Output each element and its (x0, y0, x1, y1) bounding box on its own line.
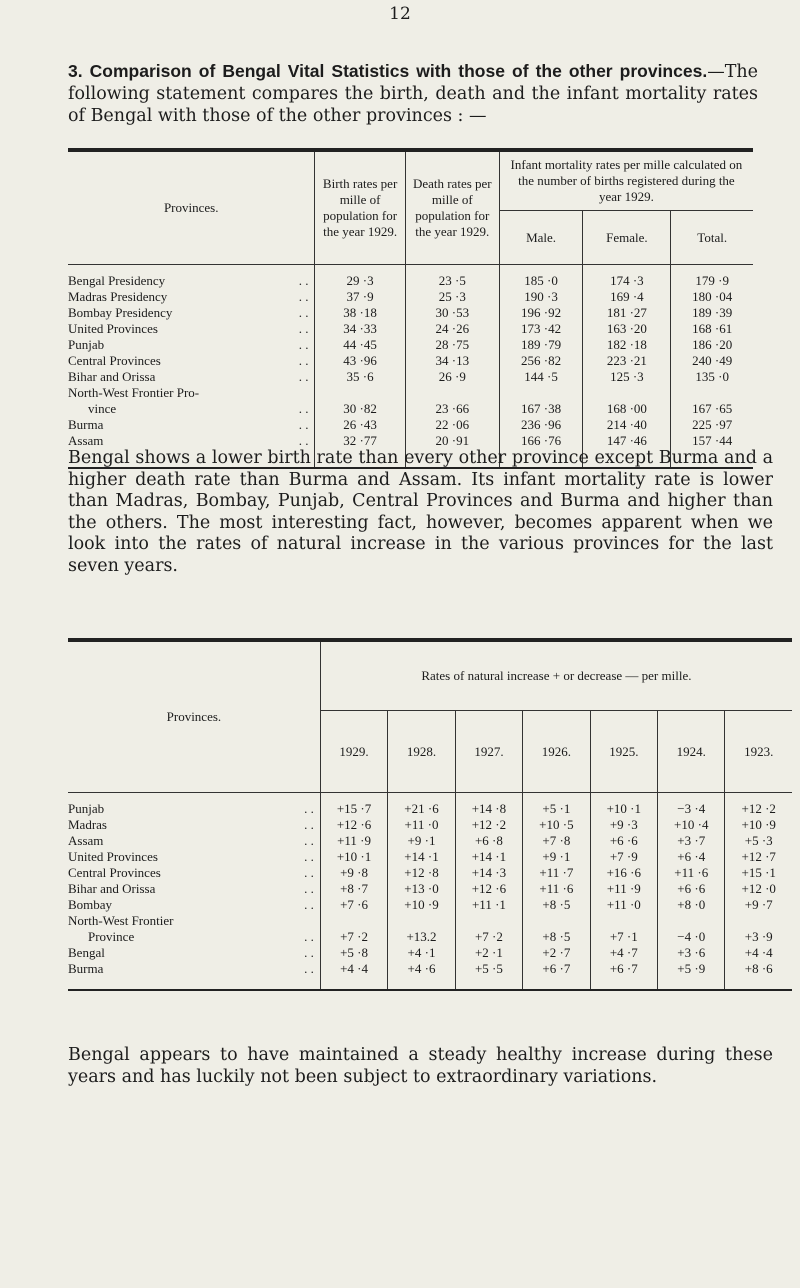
leader-dots: . . (304, 849, 314, 864)
col-header-year: 1928. (388, 711, 455, 793)
province-name (68, 401, 315, 417)
empty-cell (671, 385, 753, 401)
province-name: North-West Frontier Pro- (68, 385, 200, 400)
table-row (68, 305, 753, 321)
province-name: Burma . . (68, 961, 314, 976)
rate-value: +4 ·7 (590, 945, 657, 961)
table-row (68, 321, 753, 337)
value-death: 24 ·26 (405, 321, 499, 337)
leader-dots: . . (298, 369, 309, 384)
value-birth: 32 ·77 (315, 433, 405, 449)
value-birth: 38 ·18 (315, 305, 405, 321)
col-header-year: 1924. (658, 711, 725, 793)
rate-value: +14 ·3 (455, 865, 522, 881)
vital-statistics-table (68, 148, 753, 469)
rate-value: +3 ·6 (658, 945, 725, 961)
province-name: Bengal . . (68, 945, 314, 960)
table-row (68, 881, 792, 897)
empty-cell (583, 385, 671, 401)
province-name-continued: vince (88, 401, 117, 416)
value-female: 181 ·27 (583, 305, 671, 321)
rate-value: +12 ·6 (320, 817, 387, 833)
paragraph-comparison: Bengal shows a lower birth rate than every other province except Burma and a higher death rate than Burma and Assam. Its infant mortality rate is lower than Madras, Bombay, Punjab, Central Provinces and Burma and higher than the others. The most interesting fact, however, becomes apparent when we look into the rates of natural increase in the various provinces for the last seven years. (68, 448, 773, 576)
value-total: 240 ·49 (671, 353, 753, 369)
rate-value: +9 ·1 (388, 833, 455, 849)
col-header-female: Female. (583, 211, 671, 265)
province-name: Punjab . . (68, 801, 314, 816)
empty-cell (499, 385, 583, 401)
rate-value: +7 ·1 (590, 929, 657, 945)
rate-value: +12 ·0 (725, 881, 792, 897)
table-row (68, 865, 792, 881)
value-male: 173 ·42 (499, 321, 583, 337)
value-death: 30 ·53 (405, 305, 499, 321)
table-row (68, 433, 753, 449)
leader-dots: . . (298, 337, 309, 352)
table-row (68, 817, 792, 833)
table-row (68, 369, 753, 385)
value-total: 135 ·0 (671, 369, 753, 385)
rate-value: +12 ·2 (455, 817, 522, 833)
leader-dots: . . (304, 801, 314, 816)
rate-value: +11 ·1 (455, 897, 522, 913)
empty-cell (658, 913, 725, 929)
rate-value: +10 ·9 (725, 817, 792, 833)
value-total: 157 ·44 (671, 433, 753, 449)
col-header-natural-increase: Rates of natural increase + or decrease — per mille. (320, 640, 792, 711)
rate-value: +10 ·1 (320, 849, 387, 865)
rate-value: +4 ·4 (725, 945, 792, 961)
value-female: 169 ·4 (583, 289, 671, 305)
rate-value: +6 ·6 (658, 881, 725, 897)
col-header-year: 1925. (590, 711, 657, 793)
rate-value: +12 ·2 (725, 801, 792, 817)
value-birth: 34 ·33 (315, 321, 405, 337)
province-name: Punjab . . (68, 337, 309, 352)
province-name: Assam . . (68, 433, 309, 448)
rate-value: +7 ·9 (590, 849, 657, 865)
rate-value: +16 ·6 (590, 865, 657, 881)
rate-value: +3 ·9 (725, 929, 792, 945)
province-name: Bihar and Orissa . . (68, 369, 309, 384)
value-death: 34 ·13 (405, 353, 499, 369)
value-death: 23 ·5 (405, 273, 499, 289)
table-row (68, 337, 753, 353)
province-name: Bengal Presidency . . (68, 273, 309, 288)
leader-dots: . . (304, 897, 314, 912)
rate-value: +5 ·3 (725, 833, 792, 849)
value-male: 185 ·0 (499, 273, 583, 289)
rate-value: +15 ·7 (320, 801, 387, 817)
province-name: North-West Frontier (68, 913, 174, 928)
rate-value: +7 ·6 (320, 897, 387, 913)
rate-value: +7 ·2 (455, 929, 522, 945)
rate-value: +6 ·7 (590, 961, 657, 977)
province-name: United Provinces . . (68, 321, 309, 336)
empty-cell (388, 913, 455, 929)
table-row (68, 353, 753, 369)
col-header-death: Death rates per mille of population for the year 1929. (405, 150, 499, 265)
value-female: 174 ·3 (583, 273, 671, 289)
rate-value: +10 ·1 (590, 801, 657, 817)
table-row (68, 385, 753, 401)
value-male: 236 ·96 (499, 417, 583, 433)
province-name: Madras . . (68, 817, 314, 832)
natural-increase-table (68, 638, 792, 991)
value-female: 168 ·00 (583, 401, 671, 417)
value-female: 182 ·18 (583, 337, 671, 353)
value-total: 225 ·97 (671, 417, 753, 433)
rate-value: +6 ·8 (455, 833, 522, 849)
value-death: 28 ·75 (405, 337, 499, 353)
rate-value: +12 ·7 (725, 849, 792, 865)
rate-value: +5 ·5 (455, 961, 522, 977)
leader-dots: . . (298, 289, 309, 304)
value-male: 166 ·76 (499, 433, 583, 449)
leader-dots: . . (298, 417, 309, 432)
rate-value: +14 ·8 (455, 801, 522, 817)
value-male: 196 ·92 (499, 305, 583, 321)
value-male: 256 ·82 (499, 353, 583, 369)
value-birth: 30 ·82 (315, 401, 405, 417)
rate-value: +2 ·7 (523, 945, 590, 961)
paragraph-conclusion: Bengal appears to have maintained a steady healthy increase during these years and has luckily not been subject to extraordinary variations. (68, 1045, 773, 1087)
value-female: 223 ·21 (583, 353, 671, 369)
table-row (68, 417, 753, 433)
value-total: 189 ·39 (671, 305, 753, 321)
value-birth: 44 ·45 (315, 337, 405, 353)
col-header-year: 1927. (455, 711, 522, 793)
province-name: Bombay . . (68, 897, 314, 912)
table-row (68, 801, 792, 817)
section-heading (68, 60, 758, 127)
value-birth: 26 ·43 (315, 417, 405, 433)
province-name: Central Provinces . . (68, 353, 309, 368)
rate-value: +5 ·1 (523, 801, 590, 817)
leader-dots: . . (298, 273, 309, 288)
rate-value: +14 ·1 (388, 849, 455, 865)
leader-dots: . . (298, 401, 309, 416)
leader-dots: . . (298, 305, 309, 320)
rate-value: +11 ·0 (590, 897, 657, 913)
rate-value: −3 ·4 (658, 801, 725, 817)
rate-value: +15 ·1 (725, 865, 792, 881)
table-row (68, 945, 792, 961)
table-row (68, 929, 792, 945)
value-total: 180 ·04 (671, 289, 753, 305)
rate-value: +13.2 (388, 929, 455, 945)
leader-dots: . . (304, 881, 314, 896)
table-row (68, 273, 753, 289)
empty-cell (590, 913, 657, 929)
value-female: 125 ·3 (583, 369, 671, 385)
rate-value: +11 ·0 (388, 817, 455, 833)
leader-dots: . . (304, 929, 314, 944)
empty-cell (405, 385, 499, 401)
table-row (68, 401, 753, 417)
empty-cell (725, 913, 792, 929)
rate-value: −4 ·0 (658, 929, 725, 945)
rate-value: +6 ·6 (590, 833, 657, 849)
empty-cell (455, 913, 522, 929)
rate-value: +10 ·9 (388, 897, 455, 913)
table-row (68, 913, 792, 929)
col-header-birth: Birth rates per mille of population for the year 1929. (315, 150, 405, 265)
rate-value: +11 ·9 (320, 833, 387, 849)
rate-value: +9 ·1 (523, 849, 590, 865)
leader-dots: . . (304, 961, 314, 976)
province-name: Madras Presidency . . (68, 289, 309, 304)
province-name: United Provinces . . (68, 849, 314, 864)
province-name-continued: Province (88, 929, 135, 944)
rate-value: +10 ·4 (658, 817, 725, 833)
empty-cell (320, 913, 387, 929)
leader-dots: . . (304, 865, 314, 880)
value-death: 25 ·3 (405, 289, 499, 305)
value-death: 20 ·91 (405, 433, 499, 449)
rate-value: +10 ·5 (523, 817, 590, 833)
section-intro: —The following statement compares the birth, death and the infant mortality rates of Bengal with those of the other provinces : — (68, 62, 758, 126)
value-birth: 35 ·6 (315, 369, 405, 385)
col-header-total: Total. (671, 211, 753, 265)
rate-value: +4 ·1 (388, 945, 455, 961)
rate-value: +11 ·9 (590, 881, 657, 897)
rate-value: +8 ·0 (658, 897, 725, 913)
value-male: 167 ·38 (499, 401, 583, 417)
rate-value: +5 ·9 (658, 961, 725, 977)
rate-value: +12 ·8 (388, 865, 455, 881)
table-row (68, 961, 792, 977)
rate-value: +12 ·6 (455, 881, 522, 897)
rate-value: +3 ·7 (658, 833, 725, 849)
empty-cell (523, 913, 590, 929)
rate-value: +2 ·1 (455, 945, 522, 961)
rate-value: +9 ·3 (590, 817, 657, 833)
rate-value: +13 ·0 (388, 881, 455, 897)
value-death: 22 ·06 (405, 417, 499, 433)
value-female: 214 ·40 (583, 417, 671, 433)
value-total: 168 ·61 (671, 321, 753, 337)
rate-value: +11 ·7 (523, 865, 590, 881)
rate-value: +8 ·5 (523, 897, 590, 913)
col-header-year: 1923. (725, 711, 792, 793)
rate-value: +8 ·7 (320, 881, 387, 897)
province-name: Central Provinces . . (68, 865, 314, 880)
rate-value: +8 ·5 (523, 929, 590, 945)
rate-value: +4 ·6 (388, 961, 455, 977)
table-row (68, 833, 792, 849)
leader-dots: . . (304, 945, 314, 960)
value-birth: 29 ·3 (315, 273, 405, 289)
value-birth: 43 ·96 (315, 353, 405, 369)
rate-value: +9 ·8 (320, 865, 387, 881)
value-male: 144 ·5 (499, 369, 583, 385)
value-birth: 37 ·9 (315, 289, 405, 305)
rate-value: +7 ·2 (320, 929, 387, 945)
province-name: Bombay Presidency . . (68, 305, 309, 320)
rate-value: +11 ·6 (658, 865, 725, 881)
leader-dots: . . (298, 321, 309, 336)
value-total: 186 ·20 (671, 337, 753, 353)
province-name (68, 929, 320, 945)
rate-value: +21 ·6 (388, 801, 455, 817)
province-name: Burma . . (68, 417, 309, 432)
value-male: 189 ·79 (499, 337, 583, 353)
col-header-infant-mortality: Infant mortality rates per mille calculated on the number of births registered during the year 1929. (499, 150, 753, 211)
value-death: 26 ·9 (405, 369, 499, 385)
table-row (68, 289, 753, 305)
empty-cell (315, 385, 405, 401)
col-header-male: Male. (499, 211, 583, 265)
section-title: 3. Comparison of Bengal Vital Statistics with those of the other provinces. (68, 61, 708, 81)
page-number: 12 (389, 4, 411, 24)
leader-dots: . . (304, 833, 314, 848)
province-name: Bihar and Orissa . . (68, 881, 314, 896)
province-name: Assam . . (68, 833, 314, 848)
rate-value: +4 ·4 (320, 961, 387, 977)
leader-dots: . . (298, 353, 309, 368)
rate-value: +8 ·6 (725, 961, 792, 977)
col-header-year: 1929. (320, 711, 387, 793)
rate-value: +7 ·8 (523, 833, 590, 849)
table-row (68, 849, 792, 865)
col-header-provinces: Provinces. (68, 150, 315, 265)
value-total: 179 ·9 (671, 273, 753, 289)
value-female: 163 ·20 (583, 321, 671, 337)
rate-value: +6 ·7 (523, 961, 590, 977)
rate-value: +11 ·6 (523, 881, 590, 897)
leader-dots: . . (304, 817, 314, 832)
col-header-year: 1926. (523, 711, 590, 793)
value-death: 23 ·66 (405, 401, 499, 417)
rate-value: +9 ·7 (725, 897, 792, 913)
rate-value: +5 ·8 (320, 945, 387, 961)
rate-value: +6 ·4 (658, 849, 725, 865)
value-female: 147 ·46 (583, 433, 671, 449)
value-total: 167 ·65 (671, 401, 753, 417)
rate-value: +14 ·1 (455, 849, 522, 865)
leader-dots: . . (298, 433, 309, 448)
table-row (68, 897, 792, 913)
col-header-provinces: Provinces. (68, 640, 320, 793)
value-male: 190 ·3 (499, 289, 583, 305)
